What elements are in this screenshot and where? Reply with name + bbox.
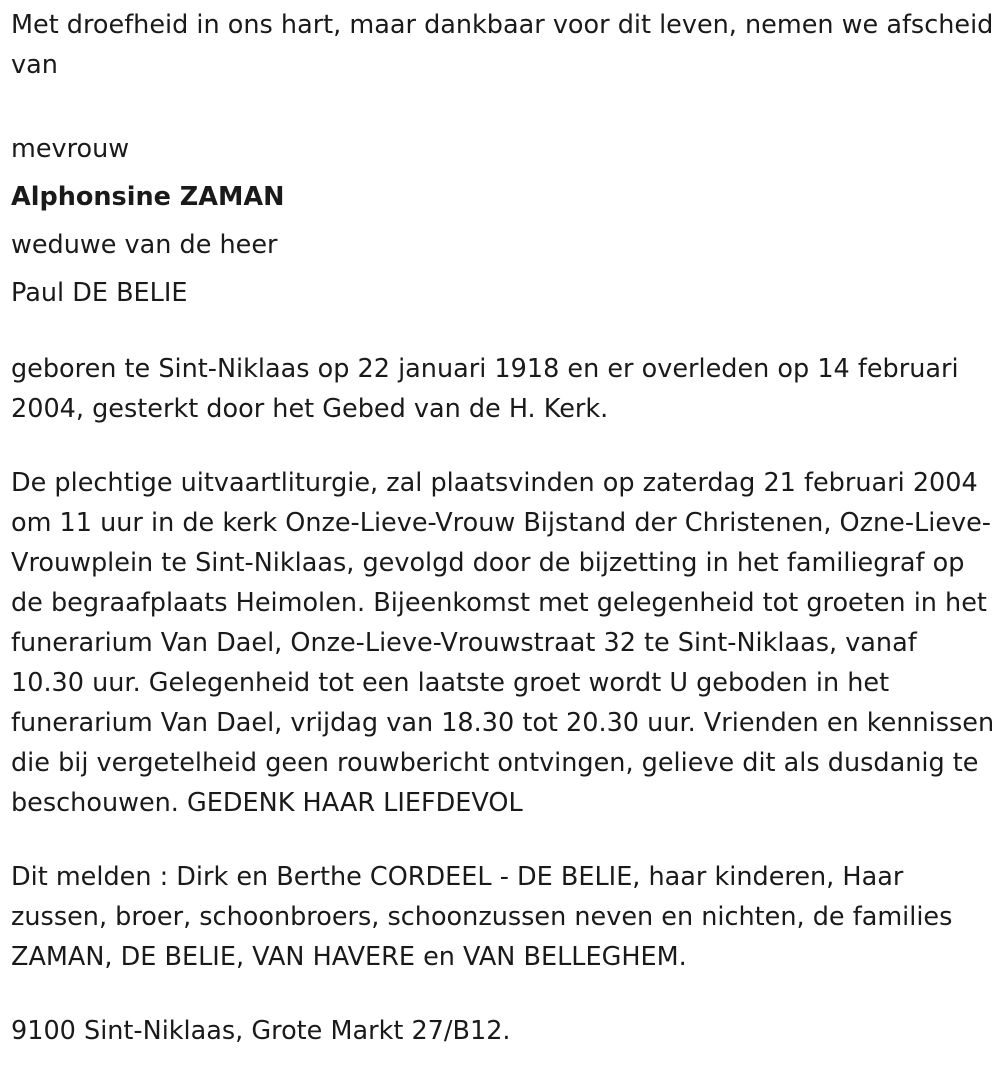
birth-death-text: geboren te Sint-Niklaas op 22 januari 1918 en er overleden op 14 februari 2004, gesterkt door het Gebed van de H. Kerk. — [11, 354, 959, 424]
obituary-document — [11, 5, 995, 1051]
deceased-name: Alphonsine ZAMAN — [11, 182, 285, 212]
spouse-name: Paul DE BELIE — [11, 278, 188, 308]
intro-text: Met droefheid in ons hart, maar dankbaar voor dit leven, nemen we afscheid van — [11, 10, 994, 80]
funeral-details-text: De plechtige uitvaartliturgie, zal plaatsvinden op zaterdag 21 februari 2004 om 11 uur in de kerk Onze-Lieve-Vrouw Bijstand der Christenen, Ozne-Lieve-Vrouwplein te Sint-Niklaas, gevolgd door de bijzetting in het familiegraf op de begraafplaats Heimolen. Bijeenkomst met gelegenheid tot groeten in het funerarium Van Dael, Onze-Lieve-Vrouwstraat 32 te Sint-Niklaas, vanaf 10.30 uur. Gelegenheid tot een laatste groet wordt U geboden in het funerarium Van Dael, vrijdag van 18.30 tot 20.30 uur. Vrienden en kennissen die bij vergetelheid geen rouwbericht ontvingen, gelieve dit als dusdanig te beschouwen. GEDENK HAAR LIEFDEVOL — [11, 468, 995, 818]
announcers-text: Dit melden : Dirk en Berthe CORDEEL - DE BELIE, haar kinderen, Haar zussen, broer, schoonbroers, schoonzussen neven en nichten, de families ZAMAN, DE BELIE, VAN HAVERE en VAN BELLEGHEM. — [11, 862, 953, 972]
widow-label: weduwe van de heer — [11, 230, 278, 260]
address-text: 9100 Sint-Niklaas, Grote Markt 27/B12. — [11, 1016, 511, 1046]
name-block — [11, 125, 995, 317]
honorific: mevrouw — [11, 134, 130, 164]
